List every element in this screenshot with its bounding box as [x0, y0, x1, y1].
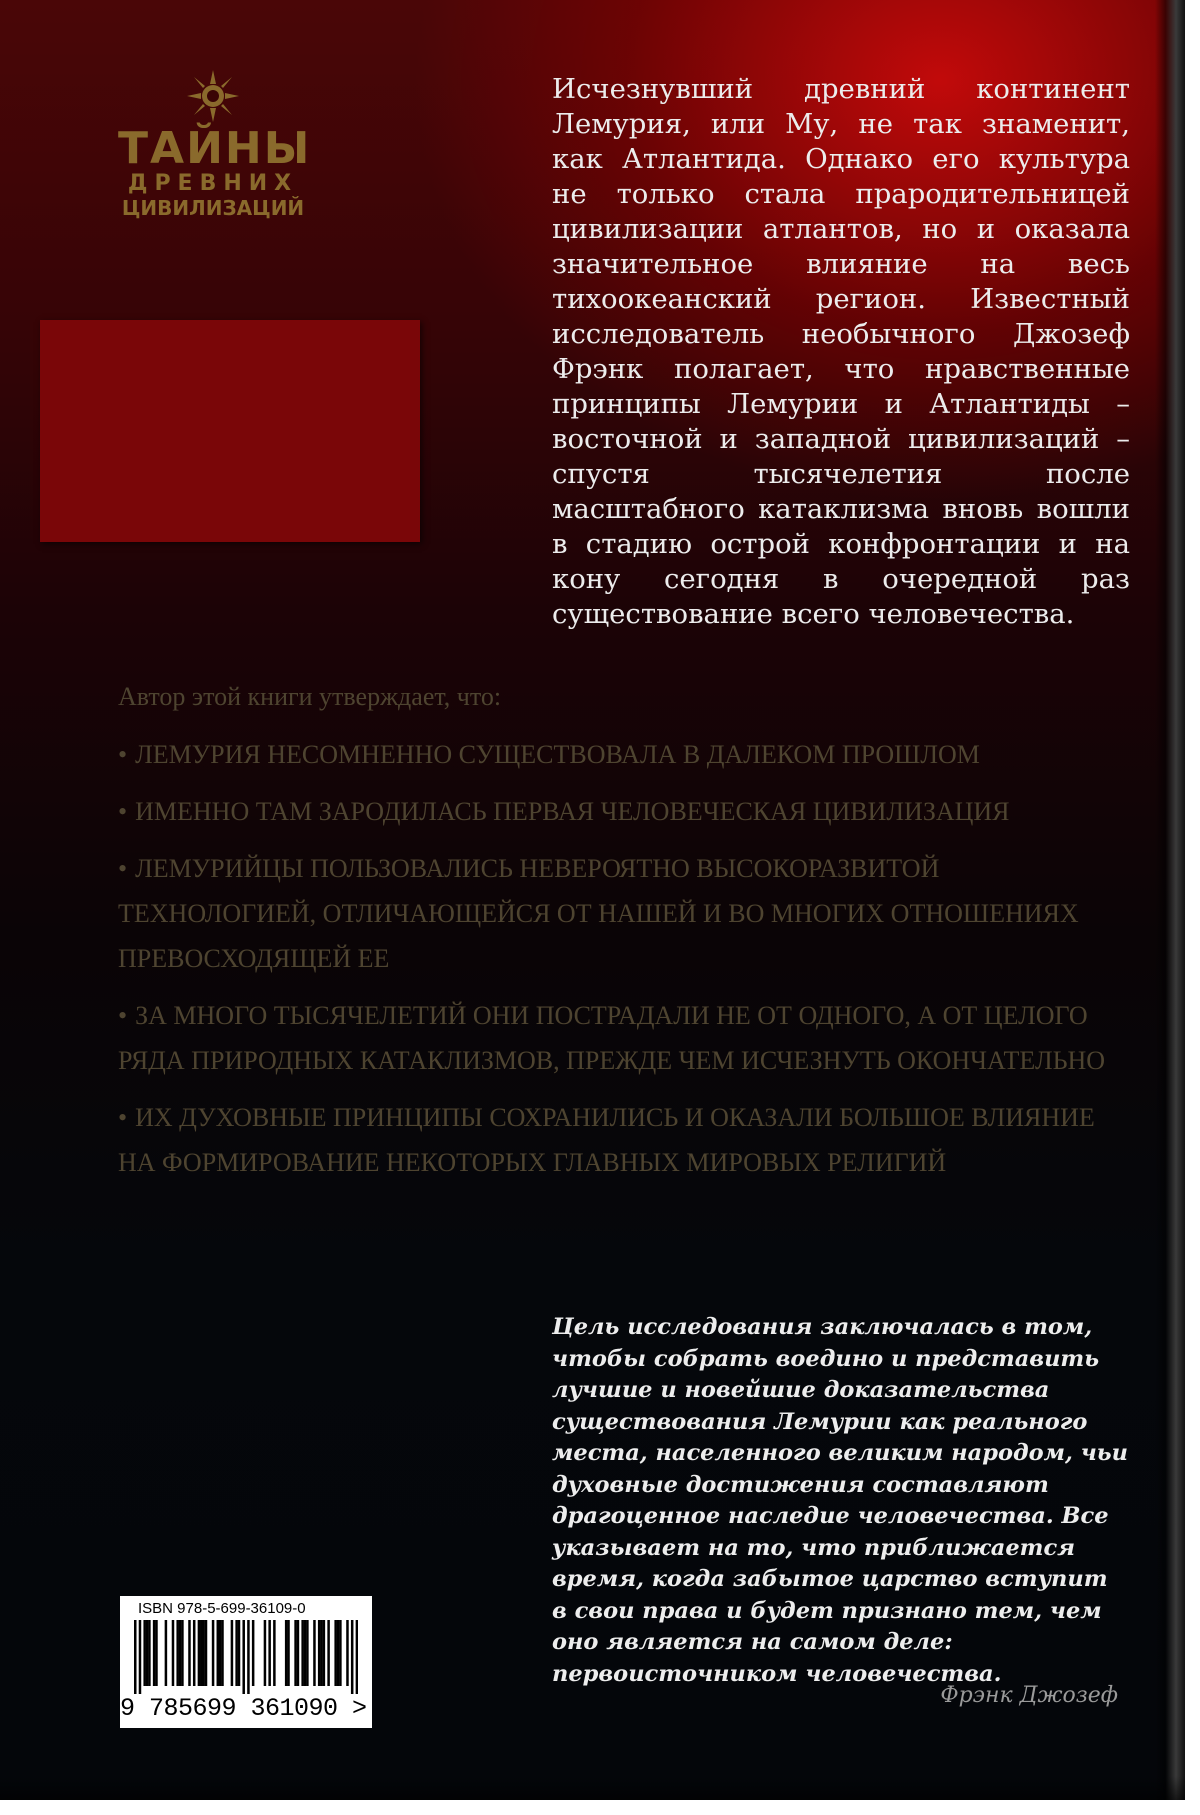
barcode-bar: [323, 1620, 326, 1686]
barcode-bar: [148, 1620, 151, 1686]
barcode-bar: [252, 1620, 255, 1686]
barcode-bar: [327, 1620, 330, 1686]
barcode-digits: 9 785699 361090 >: [120, 1694, 367, 1723]
barcode-bar: [165, 1620, 168, 1686]
barcode-bar: [146, 1620, 149, 1686]
claims-list: [118, 732, 1118, 1185]
barcode-bar: [176, 1620, 179, 1686]
bottom-shadow: [0, 1776, 1185, 1800]
list-item: • ЛЕМУРИЯ НЕСОМНЕННО СУЩЕСТВОВАЛА В ДАЛЕКОМ ПРОШЛОМ: [118, 740, 980, 769]
redacted-panel: [40, 320, 420, 542]
series-logo: [118, 70, 312, 220]
barcode-bar: [306, 1620, 309, 1686]
sun-emblem-icon: [187, 70, 239, 122]
barcode-bar: [304, 1620, 307, 1686]
list-item: • ЛЕМУРИЙЦЫ ПОЛЬЗОВАЛИСЬ НЕВЕРОЯТНО ВЫСОКОРАЗВИТОЙ ТЕХНОЛОГИЕЙ, ОТЛИЧАЮЩЕЙСЯ ОТ НАШЕЙ И ВО МНОГИХ ОТНОШЕНИЯХ ПРЕВОСХОДЯЩЕЙ ЕЕ: [118, 854, 1079, 973]
barcode-bar: [351, 1620, 354, 1694]
barcode-bar: [134, 1620, 137, 1694]
barcode-bar: [202, 1620, 205, 1686]
barcode-bar: [219, 1620, 222, 1686]
barcode-bar: [155, 1620, 158, 1686]
barcode-bars: [134, 1620, 358, 1694]
barcode-bar: [198, 1620, 201, 1686]
barcode-bar: [212, 1620, 215, 1686]
list-item: • ИХ ДУХОВНЫЕ ПРИНЦИПЫ СОХРАНИЛИСЬ И ОКАЗАЛИ БОЛЬШОЕ ВЛИЯНИЕ НА ФОРМИРОВАНИЕ НЕКОТОРЫХ ГЛАВНЫХ МИРОВЫХ РЕЛИГИЙ: [118, 1103, 1095, 1177]
barcode-bar: [238, 1620, 241, 1686]
barcode-bar: [217, 1620, 220, 1686]
author-quote: Цель исследования заключалась в том, чтобы собрать воедино и представить лучшие и новейшие доказательства существования Лемурии как реального места, населенного великим народом, чьи духовные достижения составляют драгоценное наследие человечества. Все указывает на то, что приближается время, когда забытое царство вступит в свои права и будет признано тем, чем оно является на самом деле: первоисточником человечества.: [552, 1314, 1128, 1687]
barcode-bar: [143, 1620, 146, 1686]
barcode-bar: [297, 1620, 300, 1686]
author-claims: [118, 680, 1118, 1197]
logo-line-1: ТАЙНЫ: [118, 123, 312, 174]
barcode-bar: [301, 1620, 304, 1686]
barcode-bar: [273, 1620, 276, 1686]
intro-paragraph: Исчезнувший древний континент Лемурия, или Му, не так знаменит, как Атлантида. Однако его культура не только стала прародительницей цивилизации атлантов, но и оказала значительное влияние на весь тихоокеанский регион. Известный исследователь необычного Джозеф Фрэнк полагает, что нравственные принципы Лемурии и Атлантиды – восточной и западной цивилизаций – спустя тысячелетия после масштабного катаклизма вновь вошли в стадию острой конфронтации и на кону сегодня в очередной раз существование всего человечества.: [552, 73, 1130, 630]
list-item: • ЗА МНОГО ТЫСЯЧЕЛЕТИЙ ОНИ ПОСТРАДАЛИ НЕ ОТ ОДНОГО, А ОТ ЦЕЛОГО РЯДА ПРИРОДНЫХ КАТАКЛИЗМОВ, ПРЕЖДЕ ЧЕМ ИСЧЕЗНУТЬ ОКОНЧАТЕЛЬНО: [118, 1001, 1106, 1075]
barcode-bar: [200, 1620, 203, 1686]
barcode-bar: [205, 1620, 208, 1686]
barcode-bar: [337, 1620, 340, 1686]
claims-heading: Автор этой книги утверждает, что:: [118, 682, 502, 711]
barcode-bar: [188, 1620, 191, 1686]
logo-line-3: ЦИВИЛИЗАЦИЙ: [121, 196, 305, 220]
barcode-bar: [268, 1620, 271, 1686]
barcode-bar: [172, 1620, 175, 1686]
barcode-bar: [285, 1620, 288, 1686]
barcode-bar: [139, 1620, 142, 1694]
barcode-bar: [264, 1620, 267, 1686]
isbn-barcode: [120, 1596, 372, 1728]
barcode-bar: [242, 1620, 245, 1694]
barcode-bar: [356, 1620, 358, 1694]
barcode-bar: [179, 1620, 182, 1686]
barcode-bar: [287, 1620, 290, 1686]
barcode-bar: [193, 1620, 196, 1686]
barcode-bar: [334, 1620, 337, 1686]
list-item: • ИМЕННО ТАМ ЗАРОДИЛАСЬ ПЕРВАЯ ЧЕЛОВЕЧЕСКАЯ ЦИВИЛИЗАЦИЯ: [118, 797, 1010, 826]
barcode-bar: [235, 1620, 238, 1686]
barcode-bar: [320, 1620, 323, 1686]
barcode-bar: [247, 1620, 250, 1694]
barcode-bar: [221, 1620, 224, 1686]
barcode-bar: [346, 1620, 349, 1686]
barcode-bar: [153, 1620, 156, 1686]
barcode-bar: [181, 1620, 184, 1686]
barcode-bar: [318, 1620, 321, 1686]
barcode-bar: [231, 1620, 234, 1686]
spine-edge: [1155, 0, 1185, 1800]
isbn-label: ISBN 978-5-699-36109-0: [138, 1600, 306, 1617]
barcode-bar: [313, 1620, 316, 1686]
logo-line-2: ДРЕВНИХ: [127, 171, 299, 196]
author-signature: Фрэнк Джозеф: [940, 1683, 1118, 1708]
barcode-bar: [294, 1620, 297, 1686]
barcode-bar: [339, 1620, 342, 1686]
